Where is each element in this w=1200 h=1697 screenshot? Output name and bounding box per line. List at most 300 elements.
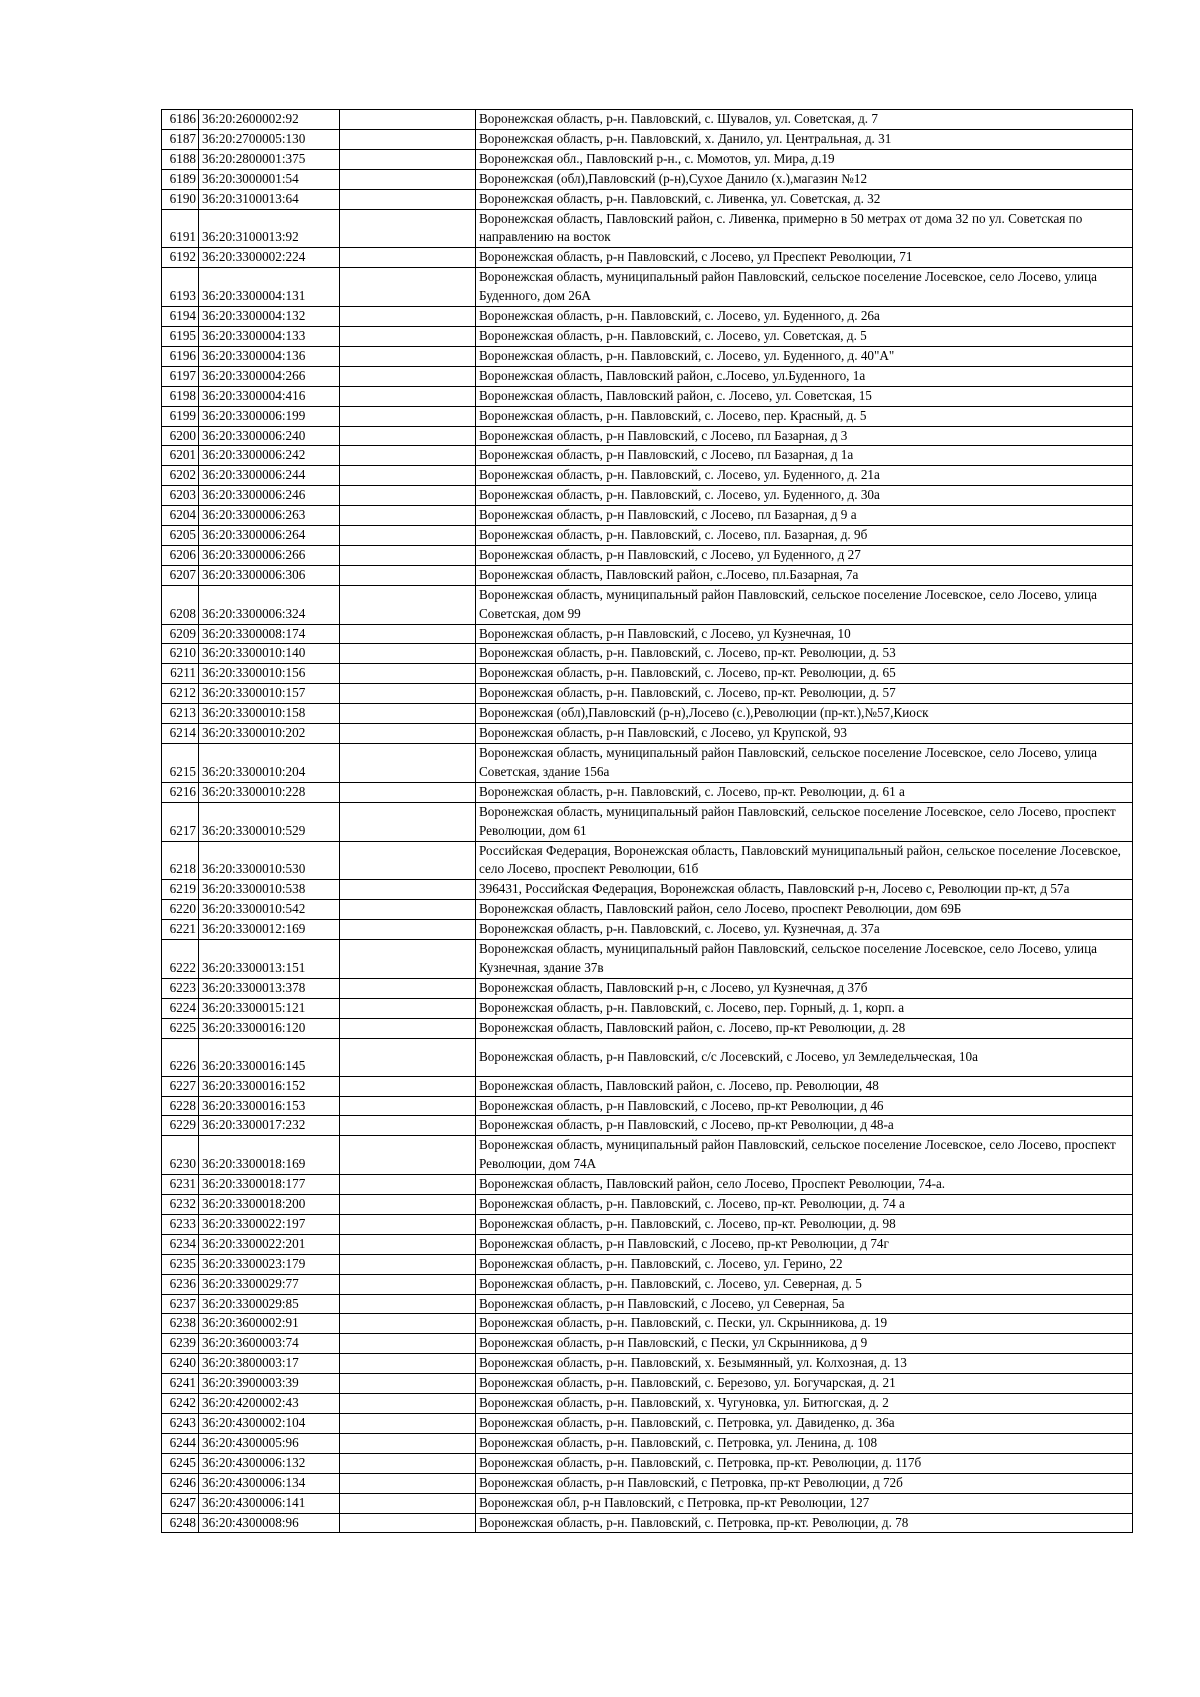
- cadastral-number: 36:20:3300004:266: [199, 366, 340, 386]
- cadastral-number: 36:20:3300010:156: [199, 664, 340, 684]
- row-number: 6197: [162, 366, 199, 386]
- table-row: [162, 406, 1133, 426]
- empty-cell: [340, 110, 476, 130]
- row-number: 6196: [162, 346, 199, 366]
- cadastral-number: 36:20:3300006:199: [199, 406, 340, 426]
- cadastral-number: 36:20:3800003:17: [199, 1354, 340, 1374]
- cadastral-number: 36:20:2700005:130: [199, 129, 340, 149]
- row-number: 6239: [162, 1334, 199, 1354]
- empty-cell: [340, 189, 476, 209]
- table-row: [162, 326, 1133, 346]
- cadastral-number: 36:20:3300016:153: [199, 1096, 340, 1116]
- empty-cell: [340, 565, 476, 585]
- row-number: 6194: [162, 307, 199, 327]
- address: 396431, Российская Федерация, Воронежская область, Павловский р-н, Лосево с, Революции пр-кт, д 57а: [476, 880, 1133, 900]
- cadastral-number: 36:20:3300008:174: [199, 624, 340, 644]
- empty-cell: [340, 1493, 476, 1513]
- table-row: [162, 684, 1133, 704]
- row-number: 6199: [162, 406, 199, 426]
- row-number: 6202: [162, 466, 199, 486]
- empty-cell: [340, 209, 476, 248]
- address: Воронежская область, Павловский район, село Лосево, проспект Революции, дом 69Б: [476, 900, 1133, 920]
- address: Воронежская обл, р-н Павловский, с Петровка, пр-кт Революции, 127: [476, 1493, 1133, 1513]
- row-number: 6218: [162, 841, 199, 880]
- table-row: [162, 1038, 1133, 1076]
- empty-cell: [340, 664, 476, 684]
- table-row: [162, 1234, 1133, 1254]
- empty-cell: [340, 724, 476, 744]
- cadastral-number: 36:20:3300012:169: [199, 920, 340, 940]
- address: Воронежская область, р-н Павловский, с Лосево, пл Базарная, д 1а: [476, 446, 1133, 466]
- address: Воронежская область, Павловский р-н, с Лосево, ул Кузнечная, д 37б: [476, 978, 1133, 998]
- row-number: 6241: [162, 1374, 199, 1394]
- address: Воронежская область, р-н. Павловский, с. Ливенка, ул. Советская, д. 32: [476, 189, 1133, 209]
- empty-cell: [340, 446, 476, 466]
- cadastral-number: 36:20:3300002:224: [199, 248, 340, 268]
- cadastral-number: 36:20:3300029:77: [199, 1274, 340, 1294]
- empty-cell: [340, 545, 476, 565]
- address: Воронежская область, муниципальный район Павловский, сельское поселение Лосевское, село Лосево, улица Советская, здание 156а: [476, 744, 1133, 783]
- row-number: 6213: [162, 704, 199, 724]
- cadastral-number: 36:20:3300013:151: [199, 940, 340, 979]
- table-row: [162, 366, 1133, 386]
- table-row: [162, 900, 1133, 920]
- empty-cell: [340, 1254, 476, 1274]
- empty-cell: [340, 1294, 476, 1314]
- table-row: [162, 248, 1133, 268]
- address: Воронежская область, муниципальный район Павловский, сельское поселение Лосевское, село Лосево, проспект Революции, дом 61: [476, 802, 1133, 841]
- empty-cell: [340, 841, 476, 880]
- empty-cell: [340, 466, 476, 486]
- table-row: [162, 880, 1133, 900]
- row-number: 6238: [162, 1314, 199, 1334]
- address: Воронежская область, р-н. Павловский, с. Петровка, пр-кт. Революции, д. 78: [476, 1513, 1133, 1533]
- table-row: [162, 1414, 1133, 1434]
- address: Воронежская область, р-н. Павловский, с. Лосево, ул. Герино, 22: [476, 1254, 1133, 1274]
- empty-cell: [340, 1374, 476, 1394]
- empty-cell: [340, 426, 476, 446]
- table-row: [162, 426, 1133, 446]
- cadastral-number: 36:20:3300006:324: [199, 585, 340, 624]
- address: Воронежская область, р-н Павловский, с Лосево, ул Буденного, д 27: [476, 545, 1133, 565]
- row-number: 6211: [162, 664, 199, 684]
- cadastral-number: 36:20:3300010:158: [199, 704, 340, 724]
- empty-cell: [340, 1234, 476, 1254]
- row-number: 6214: [162, 724, 199, 744]
- row-number: 6230: [162, 1136, 199, 1175]
- row-number: 6227: [162, 1076, 199, 1096]
- cadastral-number: 36:20:3600003:74: [199, 1334, 340, 1354]
- table-row: [162, 1354, 1133, 1374]
- cadastral-number: 36:20:4300006:141: [199, 1493, 340, 1513]
- row-number: 6200: [162, 426, 199, 446]
- empty-cell: [340, 406, 476, 426]
- cadastral-number: 36:20:3300010:140: [199, 644, 340, 664]
- cadastral-number: 36:20:3300016:152: [199, 1076, 340, 1096]
- table-row: [162, 565, 1133, 585]
- row-number: 6192: [162, 248, 199, 268]
- empty-cell: [340, 978, 476, 998]
- address: Воронежская область, р-н. Павловский, с. Лосево, ул. Буденного, д. 21а: [476, 466, 1133, 486]
- cadastral-number: 36:20:3300022:201: [199, 1234, 340, 1254]
- address: Воронежская область, муниципальный район Павловский, сельское поселение Лосевское, село Лосево, проспект Революции, дом 74А: [476, 1136, 1133, 1175]
- cadastral-number: 36:20:2800001:375: [199, 149, 340, 169]
- address: Воронежская обл., Павловский р-н., с. Момотов, ул. Мира, д.19: [476, 149, 1133, 169]
- address: Воронежская область, р-н Павловский, с Лосево, пр-кт Революции, д 48-а: [476, 1116, 1133, 1136]
- empty-cell: [340, 1334, 476, 1354]
- table-row: [162, 1096, 1133, 1116]
- address: Воронежская (обл),Павловский (р-н),Лосево (с.),Революции (пр-кт.),№57,Киоск: [476, 704, 1133, 724]
- address: Воронежская область, р-н. Павловский, с. Лосево, пр-кт. Революции, д. 74 а: [476, 1195, 1133, 1215]
- cadastral-number: 36:20:3300004:133: [199, 326, 340, 346]
- row-number: 6209: [162, 624, 199, 644]
- row-number: 6234: [162, 1234, 199, 1254]
- empty-cell: [340, 1433, 476, 1453]
- cadastral-number: 36:20:3300006:246: [199, 486, 340, 506]
- empty-cell: [340, 1018, 476, 1038]
- address: Воронежская область, Павловский район, с. Лосево, пр-кт Революции, д. 28: [476, 1018, 1133, 1038]
- row-number: 6222: [162, 940, 199, 979]
- table-row: [162, 386, 1133, 406]
- table-row: [162, 209, 1133, 248]
- table-row: [162, 307, 1133, 327]
- address: Воронежская область, Павловский район, с. Ливенка, примерно в 50 метрах от дома 32 по ул. Советская по направлению на восток: [476, 209, 1133, 248]
- table-row: [162, 189, 1133, 209]
- row-number: 6248: [162, 1513, 199, 1533]
- address: Воронежская область, р-н. Павловский, с. Петровка, пр-кт. Революции, д. 117б: [476, 1453, 1133, 1473]
- row-number: 6235: [162, 1254, 199, 1274]
- address: Воронежская область, Павловский район, с. Лосево, ул. Советская, 15: [476, 386, 1133, 406]
- address: Воронежская область, р-н. Павловский, с. Лосево, ул. Буденного, д. 30а: [476, 486, 1133, 506]
- cadastral-number: 36:20:3300018:200: [199, 1195, 340, 1215]
- empty-cell: [340, 169, 476, 189]
- table-row: [162, 545, 1133, 565]
- table-row: [162, 585, 1133, 624]
- row-number: 6215: [162, 744, 199, 783]
- row-number: 6221: [162, 920, 199, 940]
- cadastral-number: 36:20:4300005:96: [199, 1433, 340, 1453]
- empty-cell: [340, 1038, 476, 1076]
- cadastral-number: 36:20:3300006:242: [199, 446, 340, 466]
- cadastral-number: 36:20:3300018:169: [199, 1136, 340, 1175]
- table-row: [162, 920, 1133, 940]
- row-number: 6231: [162, 1175, 199, 1195]
- row-number: 6242: [162, 1394, 199, 1414]
- address: Воронежская область, муниципальный район Павловский, сельское поселение Лосевское, село Лосево, улица Советская, дом 99: [476, 585, 1133, 624]
- empty-cell: [340, 1214, 476, 1234]
- empty-cell: [340, 1414, 476, 1434]
- empty-cell: [340, 129, 476, 149]
- table-row: [162, 346, 1133, 366]
- address: Воронежская область, р-н. Павловский, с. Лосево, ул. Советская, д. 5: [476, 326, 1133, 346]
- cadastral-number: 36:20:3300010:202: [199, 724, 340, 744]
- address: Воронежская область, Павловский район, с.Лосево, пл.Базарная, 7а: [476, 565, 1133, 585]
- empty-cell: [340, 585, 476, 624]
- cadastral-number: 36:20:4300008:96: [199, 1513, 340, 1533]
- address: Воронежская область, р-н. Павловский, с. Шувалов, ул. Советская, д. 7: [476, 110, 1133, 130]
- row-number: 6243: [162, 1414, 199, 1434]
- cadastral-number: 36:20:3300006:264: [199, 526, 340, 546]
- table-row: [162, 1374, 1133, 1394]
- empty-cell: [340, 940, 476, 979]
- document-page: [161, 109, 1132, 1533]
- empty-cell: [340, 1314, 476, 1334]
- row-number: 6190: [162, 189, 199, 209]
- row-number: 6226: [162, 1038, 199, 1076]
- cadastral-number: 36:20:3300010:228: [199, 782, 340, 802]
- address: Воронежская область, р-н Павловский, с Лосево, ул Крупской, 93: [476, 724, 1133, 744]
- address: Воронежская область, р-н. Павловский, с. Лосево, пр-кт. Революции, д. 98: [476, 1214, 1133, 1234]
- cadastral-number: 36:20:3300006:266: [199, 545, 340, 565]
- address: Воронежская область, Павловский район, с. Лосево, пр. Революции, 48: [476, 1076, 1133, 1096]
- cadastral-number: 36:20:3300010:538: [199, 880, 340, 900]
- cadastral-number: 36:20:3300015:121: [199, 998, 340, 1018]
- empty-cell: [340, 1175, 476, 1195]
- row-number: 6206: [162, 545, 199, 565]
- row-number: 6208: [162, 585, 199, 624]
- cadastral-number: 36:20:3300010:542: [199, 900, 340, 920]
- cadastral-number: 36:20:3300022:197: [199, 1214, 340, 1234]
- address: Воронежская (обл),Павловский (р-н),Сухое Данило (х.),магазин №12: [476, 169, 1133, 189]
- empty-cell: [340, 802, 476, 841]
- address: Воронежская область, р-н. Павловский, с. Лосево, пр-кт. Революции, д. 61 а: [476, 782, 1133, 802]
- empty-cell: [340, 506, 476, 526]
- address: Воронежская область, р-н. Павловский, с. Березово, ул. Богучарская, д. 21: [476, 1374, 1133, 1394]
- row-number: 6224: [162, 998, 199, 1018]
- table-row: [162, 1493, 1133, 1513]
- row-number: 6216: [162, 782, 199, 802]
- row-number: 6244: [162, 1433, 199, 1453]
- empty-cell: [340, 624, 476, 644]
- empty-cell: [340, 1195, 476, 1215]
- row-number: 6232: [162, 1195, 199, 1215]
- empty-cell: [340, 1076, 476, 1096]
- empty-cell: [340, 704, 476, 724]
- empty-cell: [340, 326, 476, 346]
- cadastral-number: 36:20:3300006:244: [199, 466, 340, 486]
- empty-cell: [340, 1136, 476, 1175]
- table-row: [162, 526, 1133, 546]
- cadastral-number: 36:20:3300016:145: [199, 1038, 340, 1076]
- table-row: [162, 724, 1133, 744]
- row-number: 6229: [162, 1116, 199, 1136]
- table-row: [162, 506, 1133, 526]
- cadastral-number: 36:20:4300006:132: [199, 1453, 340, 1473]
- row-number: 6225: [162, 1018, 199, 1038]
- table-row: [162, 110, 1133, 130]
- row-number: 6204: [162, 506, 199, 526]
- cadastral-number: 36:20:3100013:64: [199, 189, 340, 209]
- property-table: [161, 109, 1133, 1533]
- cadastral-number: 36:20:3300016:120: [199, 1018, 340, 1038]
- address: Воронежская область, р-н. Павловский, х. Чугуновка, ул. Битюгская, д. 2: [476, 1394, 1133, 1414]
- address: Воронежская область, р-н. Павловский, с. Лосево, пр-кт. Революции, д. 57: [476, 684, 1133, 704]
- row-number: 6207: [162, 565, 199, 585]
- table-row: [162, 1175, 1133, 1195]
- address: Воронежская область, р-н. Павловский, с. Лосево, пр-кт. Революции, д. 53: [476, 644, 1133, 664]
- table-row: [162, 1513, 1133, 1533]
- row-number: 6198: [162, 386, 199, 406]
- row-number: 6228: [162, 1096, 199, 1116]
- row-number: 6210: [162, 644, 199, 664]
- cadastral-number: 36:20:3300004:416: [199, 386, 340, 406]
- row-number: 6240: [162, 1354, 199, 1374]
- empty-cell: [340, 486, 476, 506]
- address: Российская Федерация, Воронежская область, Павловский муниципальный район, сельское поселение Лосевское, село Лосево, проспект Революции, 61б: [476, 841, 1133, 880]
- empty-cell: [340, 998, 476, 1018]
- table-row: [162, 802, 1133, 841]
- empty-cell: [340, 744, 476, 783]
- empty-cell: [340, 526, 476, 546]
- row-number: 6189: [162, 169, 199, 189]
- address: Воронежская область, р-н. Павловский, с. Лосево, ул. Буденного, д. 40"А": [476, 346, 1133, 366]
- empty-cell: [340, 1354, 476, 1374]
- table-row: [162, 1294, 1133, 1314]
- row-number: 6193: [162, 268, 199, 307]
- table-row: [162, 624, 1133, 644]
- address: Воронежская область, р-н Павловский, с Лосево, пл Базарная, д 3: [476, 426, 1133, 446]
- table-row: [162, 1254, 1133, 1274]
- address: Воронежская область, р-н. Павловский, с. Лосево, ул. Кузнечная, д. 37а: [476, 920, 1133, 940]
- cadastral-number: 36:20:3300004:132: [199, 307, 340, 327]
- table-row: [162, 664, 1133, 684]
- empty-cell: [340, 1096, 476, 1116]
- table-row: [162, 1214, 1133, 1234]
- empty-cell: [340, 1394, 476, 1414]
- address: Воронежская область, р-н. Павловский, с. Лосево, пл. Базарная, д. 9б: [476, 526, 1133, 546]
- address: Воронежская область, р-н Павловский, с Пески, ул Скрынникова, д 9: [476, 1334, 1133, 1354]
- row-number: 6220: [162, 900, 199, 920]
- empty-cell: [340, 880, 476, 900]
- table-row: [162, 466, 1133, 486]
- table-row: [162, 998, 1133, 1018]
- cadastral-number: 36:20:3300004:131: [199, 268, 340, 307]
- table-row: [162, 446, 1133, 466]
- address: Воронежская область, р-н Павловский, с Лосево, ул Кузнечная, 10: [476, 624, 1133, 644]
- cadastral-number: 36:20:3300013:378: [199, 978, 340, 998]
- address: Воронежская область, р-н. Павловский, с. Петровка, ул. Ленина, д. 108: [476, 1433, 1133, 1453]
- address: Воронежская область, р-н Павловский, с Лосево, пр-кт Революции, д 74г: [476, 1234, 1133, 1254]
- row-number: 6219: [162, 880, 199, 900]
- cadastral-number: 36:20:4300002:104: [199, 1414, 340, 1434]
- table-row: [162, 704, 1133, 724]
- table-row: [162, 1136, 1133, 1175]
- cadastral-number: 36:20:3300004:136: [199, 346, 340, 366]
- row-number: 6233: [162, 1214, 199, 1234]
- row-number: 6237: [162, 1294, 199, 1314]
- table-row: [162, 841, 1133, 880]
- empty-cell: [340, 268, 476, 307]
- empty-cell: [340, 1274, 476, 1294]
- table-body: [162, 110, 1133, 1533]
- cadastral-number: 36:20:4300006:134: [199, 1473, 340, 1493]
- address: Воронежская область, р-н. Павловский, с. Пески, ул. Скрынникова, д. 19: [476, 1314, 1133, 1334]
- table-row: [162, 1274, 1133, 1294]
- row-number: 6195: [162, 326, 199, 346]
- row-number: 6236: [162, 1274, 199, 1294]
- table-row: [162, 1433, 1133, 1453]
- table-row: [162, 1334, 1133, 1354]
- row-number: 6245: [162, 1453, 199, 1473]
- table-row: [162, 978, 1133, 998]
- table-row: [162, 1195, 1133, 1215]
- table-row: [162, 1473, 1133, 1493]
- table-row: [162, 782, 1133, 802]
- row-number: 6187: [162, 129, 199, 149]
- table-row: [162, 940, 1133, 979]
- address: Воронежская область, р-н. Павловский, с. Лосево, пр-кт. Революции, д. 65: [476, 664, 1133, 684]
- empty-cell: [340, 307, 476, 327]
- address: Воронежская область, р-н Павловский, с Лосево, пр-кт Революции, д 46: [476, 1096, 1133, 1116]
- cadastral-number: 36:20:3300006:263: [199, 506, 340, 526]
- empty-cell: [340, 644, 476, 664]
- address: Воронежская область, р-н. Павловский, с. Лосево, ул. Северная, д. 5: [476, 1274, 1133, 1294]
- address: Воронежская область, Павловский район, село Лосево, Проспект Революции, 74-а.: [476, 1175, 1133, 1195]
- row-number: 6217: [162, 802, 199, 841]
- address: Воронежская область, р-н Павловский, с Лосево, ул Преспект Революции, 71: [476, 248, 1133, 268]
- address: Воронежская область, р-н. Павловский, с. Лосево, пер. Горный, д. 1, корп. а: [476, 998, 1133, 1018]
- address: Воронежская область, р-н Павловский, с Лосево, ул Северная, 5а: [476, 1294, 1133, 1314]
- table-row: [162, 744, 1133, 783]
- cadastral-number: 36:20:3300006:240: [199, 426, 340, 446]
- row-number: 6201: [162, 446, 199, 466]
- row-number: 6186: [162, 110, 199, 130]
- table-row: [162, 1394, 1133, 1414]
- empty-cell: [340, 1116, 476, 1136]
- address: Воронежская область, р-н. Павловский, х. Данило, ул. Центральная, д. 31: [476, 129, 1133, 149]
- table-row: [162, 1116, 1133, 1136]
- cadastral-number: 36:20:3300010:530: [199, 841, 340, 880]
- table-row: [162, 169, 1133, 189]
- row-number: 6247: [162, 1493, 199, 1513]
- cadastral-number: 36:20:3300010:529: [199, 802, 340, 841]
- empty-cell: [340, 920, 476, 940]
- row-number: 6246: [162, 1473, 199, 1493]
- empty-cell: [340, 346, 476, 366]
- row-number: 6191: [162, 209, 199, 248]
- table-row: [162, 1314, 1133, 1334]
- empty-cell: [340, 900, 476, 920]
- table-row: [162, 1453, 1133, 1473]
- empty-cell: [340, 1453, 476, 1473]
- address: Воронежская область, Павловский район, с.Лосево, ул.Буденного, 1а: [476, 366, 1133, 386]
- address: Воронежская область, р-н. Павловский, с. Петровка, ул. Давиденко, д. 36а: [476, 1414, 1133, 1434]
- cadastral-number: 36:20:3300023:179: [199, 1254, 340, 1274]
- cadastral-number: 36:20:3300029:85: [199, 1294, 340, 1314]
- cadastral-number: 36:20:3300017:232: [199, 1116, 340, 1136]
- cadastral-number: 36:20:2600002:92: [199, 110, 340, 130]
- row-number: 6223: [162, 978, 199, 998]
- cadastral-number: 36:20:4200002:43: [199, 1394, 340, 1414]
- cadastral-number: 36:20:3100013:92: [199, 209, 340, 248]
- row-number: 6188: [162, 149, 199, 169]
- cadastral-number: 36:20:3300018:177: [199, 1175, 340, 1195]
- table-row: [162, 129, 1133, 149]
- empty-cell: [340, 386, 476, 406]
- address: Воронежская область, р-н Павловский, с Петровка, пр-кт Революции, д 72б: [476, 1473, 1133, 1493]
- cadastral-number: 36:20:3300010:157: [199, 684, 340, 704]
- table-row: [162, 268, 1133, 307]
- address: Воронежская область, р-н. Павловский, с. Лосево, ул. Буденного, д. 26а: [476, 307, 1133, 327]
- cadastral-number: 36:20:3600002:91: [199, 1314, 340, 1334]
- table-row: [162, 1018, 1133, 1038]
- table-row: [162, 1076, 1133, 1096]
- empty-cell: [340, 366, 476, 386]
- address: Воронежская область, муниципальный район Павловский, сельское поселение Лосевское, село Лосево, улица Буденного, дом 26А: [476, 268, 1133, 307]
- cadastral-number: 36:20:3900003:39: [199, 1374, 340, 1394]
- address: Воронежская область, р-н. Павловский, с. Лосево, пер. Красный, д. 5: [476, 406, 1133, 426]
- cadastral-number: 36:20:3300010:204: [199, 744, 340, 783]
